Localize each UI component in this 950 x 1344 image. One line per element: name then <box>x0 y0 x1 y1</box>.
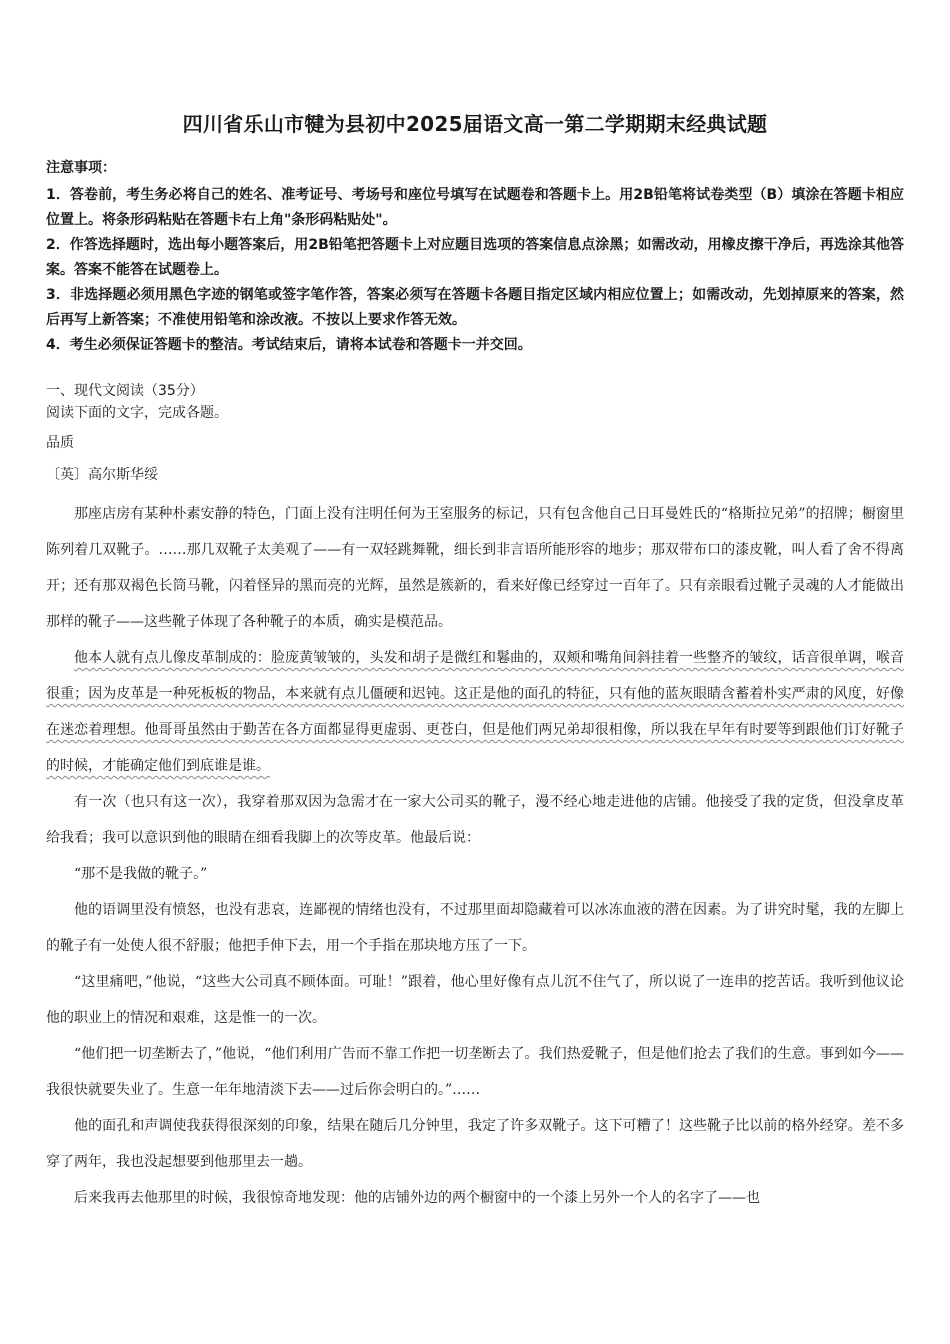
article-paragraph-underlined: 他本人就有点儿像皮革制成的：脸庞黄皱皱的，头发和胡子是微红和鬈曲的，双颊和嘴角间斜挂着一些整齐的皱纹，话音很单调，喉音很重；因为皮革是一种死板板的物品，本来就有点儿僵硬和迟钝。这正是他的面孔的特征，只有他的蓝灰眼睛含蓄着朴实严肃的风度，好像在迷恋着理想。他哥哥虽然由于勤苦在各方面都显得更虚弱、更苍白，但是他们两兄弟却很相像，所以我在早年有时要等到跟他们订好靴子的时候，才能确定他们到底谁是谁。 <box>46 650 904 774</box>
article-paragraph: 后来我再去他那里的时候，我很惊奇地发现：他的店铺外边的两个橱窗中的一个漆上另外一个人的名字了——也 <box>74 1190 760 1206</box>
article-paragraph: 他的面孔和声调使我获得很深刻的印象，结果在随后几分钟里，我定了许多双靴子。这下可糟了！这些靴子比以前的格外经穿。差不多穿了两年，我也没起想要到他那里去一趟。 <box>46 1118 904 1170</box>
article-body <box>46 496 904 1216</box>
article-title: 品质 <box>46 435 74 451</box>
notice-item: 4．考生必须保证答题卡的整洁。考试结束后，请将本试卷和答题卡一并交回。 <box>46 337 532 353</box>
notice-heading: 注意事项： <box>46 160 116 176</box>
exam-title: 四川省乐山市犍为县初中2025届语文高一第二学期期末经典试题 <box>182 112 768 136</box>
notice-item: 3．非选择题必须用黑色字迹的钢笔或签字笔作答，答案必须写在答题卡各题目指定区域内相应位置上；如需改动，先划掉原来的答案，然后再写上新答案；不准使用铅笔和涂改液。不按以上要求作答无效。 <box>46 287 904 328</box>
section-heading: 一、现代文阅读（35分） <box>46 383 204 399</box>
notice-item: 2．作答选择题时，选出每小题答案后，用2B铅笔把答题卡上对应题目选项的答案信息点涂黑；如需改动，用橡皮擦干净后，再选涂其他答案。答案不能答在试题卷上。 <box>46 237 904 278</box>
article-author: 〔英〕高尔斯华绥 <box>46 467 158 483</box>
article-paragraph: “他们把一切垄断去了，”他说，“他们利用广告而不靠工作把一切垄断去了。我们热爱靴子，但是他们抢去了我们的生意。事到如今——我很快就要失业了。生意一年年地清淡下去——过后你会明白的。”…… <box>46 1046 904 1098</box>
notice-item: 1．答卷前，考生务必将自己的姓名、准考证号、考场号和座位号填写在试题卷和答题卡上。用2B铅笔将试卷类型（B）填涂在答题卡相应位置上。将条形码粘贴在答题卡右上角"条形码粘贴处"。 <box>46 187 904 228</box>
article-paragraph: 有一次（也只有这一次），我穿着那双因为急需才在一家大公司买的靴子，漫不经心地走进他的店铺。他接受了我的定货，但没拿皮革给我看；我可以意识到他的眼睛在细看我脚上的次等皮革。他最后说： <box>46 794 904 846</box>
article-paragraph: 他的语调里没有愤怒，也没有悲哀，连鄙视的情绪也没有，不过那里面却隐藏着可以冰冻血液的潜在因素。为了讲究时髦，我的左脚上的靴子有一处使人很不舒服；他把手伸下去，用一个手指在那块地方压了一下。 <box>46 902 904 954</box>
article-paragraph: “那不是我做的靴子。” <box>74 866 208 882</box>
reading-instruction: 阅读下面的文字，完成各题。 <box>46 405 228 421</box>
article-paragraph: “这里痛吧，”他说，“这些大公司真不顾体面。可耻！”跟着，他心里好像有点儿沉不住气了，所以说了一连串的挖苦话。我听到他议论他的职业上的情况和艰难，这是惟一的一次。 <box>46 974 904 1026</box>
article-paragraph: 那座店房有某种朴素安静的特色，门面上没有注明任何为王室服务的标记，只有包含他自己日耳曼姓氏的“格斯拉兄弟”的招牌；橱窗里陈列着几双靴子。……那几双靴子太美观了——有一双轻跳舞靴，细长到非言语所能形容的地步；那双带布口的漆皮靴，叫人看了舍不得离开；还有那双褐色长筒马靴，闪着怪异的黑而亮的光辉，虽然是簇新的，看来好像已经穿过一百年了。只有亲眼看过靴子灵魂的人才能做出那样的靴子——这些靴子体现了各种靴子的本质，确实是模范品。 <box>46 506 904 630</box>
notice-section <box>46 157 904 358</box>
